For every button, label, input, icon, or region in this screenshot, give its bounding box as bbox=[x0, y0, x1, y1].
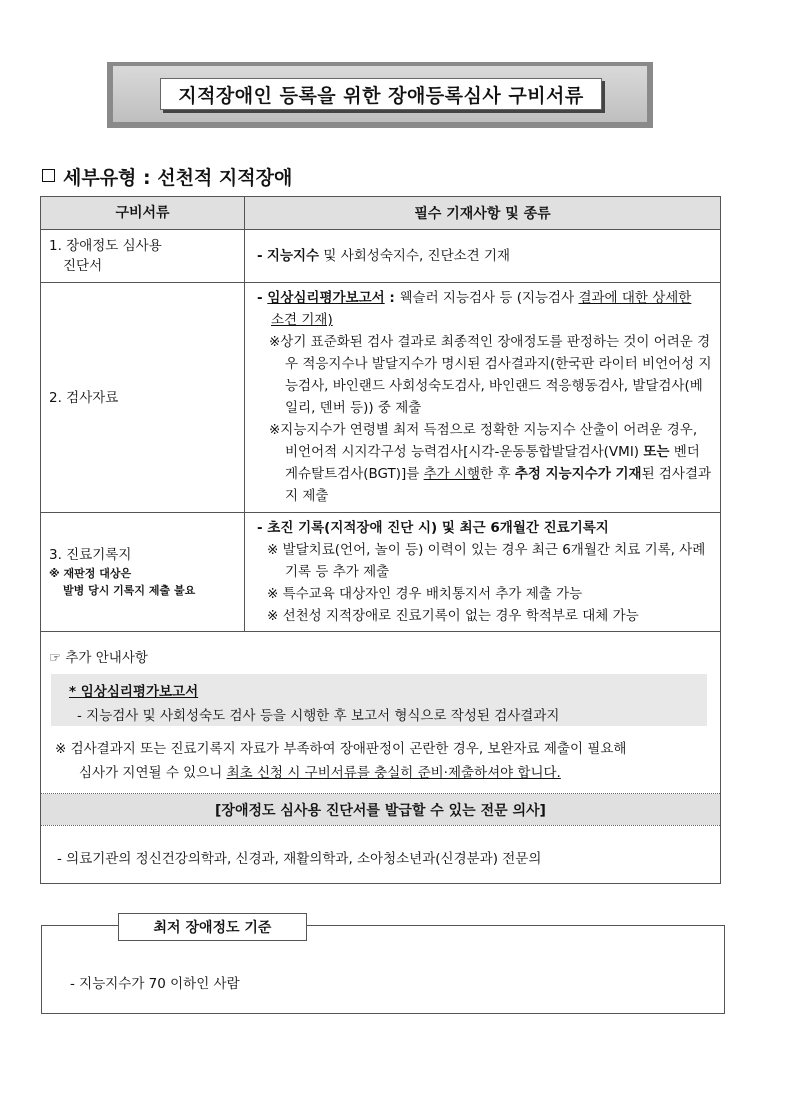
row3-requirements bbox=[245, 513, 721, 632]
table-header-requirements: 필수 기재사항 및 종류 bbox=[245, 197, 721, 230]
note2-f: 추정 지능지수가 기재 bbox=[514, 466, 642, 482]
table-row bbox=[41, 283, 721, 513]
page-title: 지적장애인 등록을 위한 장애등록심사 구비서류 bbox=[160, 78, 602, 110]
row2-requirements bbox=[245, 283, 721, 513]
table-row bbox=[41, 230, 721, 283]
table-header-documents: 구비서류 bbox=[41, 197, 245, 230]
row2-document: 2. 검사자료 bbox=[41, 283, 245, 513]
report-definition-text: - 지능검사 및 사회성숙도 검사 등을 시행한 후 보고서 형식으로 작성된 검사결과지 bbox=[77, 708, 560, 724]
report-definition-title: * 임상심리평가보고서 bbox=[69, 684, 199, 700]
row2-note2 bbox=[257, 419, 712, 507]
warning-line2 bbox=[55, 761, 715, 785]
row1-rest: 및 사회성숙지수, 진단소견 기재 bbox=[319, 248, 511, 264]
section-heading-text: 세부유형 : 선천적 지적장애 bbox=[63, 167, 293, 189]
additional-notes-box bbox=[40, 631, 721, 884]
warning-c: 최초 신청 시 구비서류를 충실히 준비·제출하셔야 합니다. bbox=[226, 765, 561, 781]
section-heading bbox=[42, 163, 292, 190]
warning-note bbox=[55, 737, 715, 785]
row1-doc-line1: 1. 장애정도 심사용 bbox=[49, 238, 162, 254]
criteria-label: 최저 장애정도 기준 bbox=[118, 913, 307, 941]
note2-d: 추가 시행 bbox=[423, 466, 481, 482]
row2-note1: ※상기 표준화된 검사 결과로 최종적인 장애정도를 판정하는 것이 어려운 경우 적응지수나 발달지수가 명시된 검사결과지(한국판 라이터 비언어성 지능검사, 바인랜드 사회성숙도검사, 바인랜드 적응행동검사, 발달검사(베일리, 덴버 등)) 중 제출 bbox=[269, 334, 712, 416]
doctors-text: - 의료기관의 정신건강의학과, 신경과, 재활의학과, 소아청소년과(신경분과) 전문의 bbox=[57, 851, 542, 867]
table-header-row bbox=[41, 197, 721, 230]
table-row bbox=[41, 513, 721, 632]
row2-report-title: 임상심리평가보고서 bbox=[267, 290, 385, 306]
dash-mark: - bbox=[257, 248, 263, 264]
doctors-band: [장애정도 심사용 진단서를 발급할 수 있는 전문 의사] bbox=[41, 794, 720, 825]
note2-a: ※지능지수가 연령별 최저 득점으로 정확한 지능지수 산출이 어려운 경우, 비언어적 시지각구성 능력검사[시각-운동통합발달검사(VMI) bbox=[269, 422, 698, 460]
warning-line1: ※ 검사결과지 또는 진료기록지 자료가 부족하여 장애판정이 곤란한 경우, 보완자료 제출이 필요해 bbox=[55, 741, 627, 757]
row3-note3: ※ 선천성 지적장애로 진료기록이 없는 경우 학적부로 대체 가능 bbox=[267, 608, 639, 624]
warning-b: 심사가 지연될 수 있으니 bbox=[79, 765, 227, 781]
note2-e: 한 후 bbox=[480, 466, 515, 482]
note2-c: 벤더게슈탈트검사(BGT)]를 bbox=[285, 444, 700, 482]
row1-requirements bbox=[245, 230, 721, 283]
criteria-text: - 지능지수가 70 이하인 사람 bbox=[70, 976, 240, 992]
divider bbox=[41, 825, 720, 826]
row3-document bbox=[41, 513, 245, 632]
row2-report-text: 웩슬러 지능검사 등 (지능검사 bbox=[399, 290, 579, 306]
row3-note2: ※ 특수교육 대상자인 경우 배치통지서 추가 제출 가능 bbox=[267, 586, 583, 602]
row2-colon: : bbox=[384, 290, 400, 306]
row1-document bbox=[41, 230, 245, 283]
row1-doc-line2: 진단서 bbox=[63, 258, 103, 274]
checkbox-square-icon bbox=[42, 169, 55, 182]
row3-sub2: 발병 당시 기록지 제출 불요 bbox=[63, 584, 196, 597]
note2-g: 된 검사결과지 제출 bbox=[285, 466, 712, 504]
documents-table bbox=[40, 196, 721, 632]
row2-report-underline-2: 소견 기재) bbox=[271, 312, 333, 328]
row3-note1: ※ 발달치료(언어, 놀이 등) 이력이 있는 경우 최근 6개월간 치료 기록, 사례 기록 등 추가 제출 bbox=[267, 542, 706, 580]
notes-heading: ☞ 추가 안내사항 bbox=[49, 650, 148, 666]
row1-bold: 지능지수 bbox=[266, 248, 320, 264]
report-definition-box bbox=[51, 674, 707, 726]
note2-b: 또는 bbox=[643, 444, 670, 460]
row2-report-line: - 임상심리평가보고서 : 웩슬러 지능검사 등 (지능검사 결과에 대한 상세한 bbox=[257, 290, 692, 306]
row3-doc: 3. 진료기록지 bbox=[49, 547, 132, 563]
row2-report-underline: 결과에 대한 상세한 bbox=[578, 290, 692, 306]
row3-head: - 초진 기록(지적장애 진단 시) 및 최근 6개월간 진료기록지 bbox=[257, 520, 609, 536]
row3-sub1: ※ 재판정 대상은 bbox=[49, 567, 132, 580]
